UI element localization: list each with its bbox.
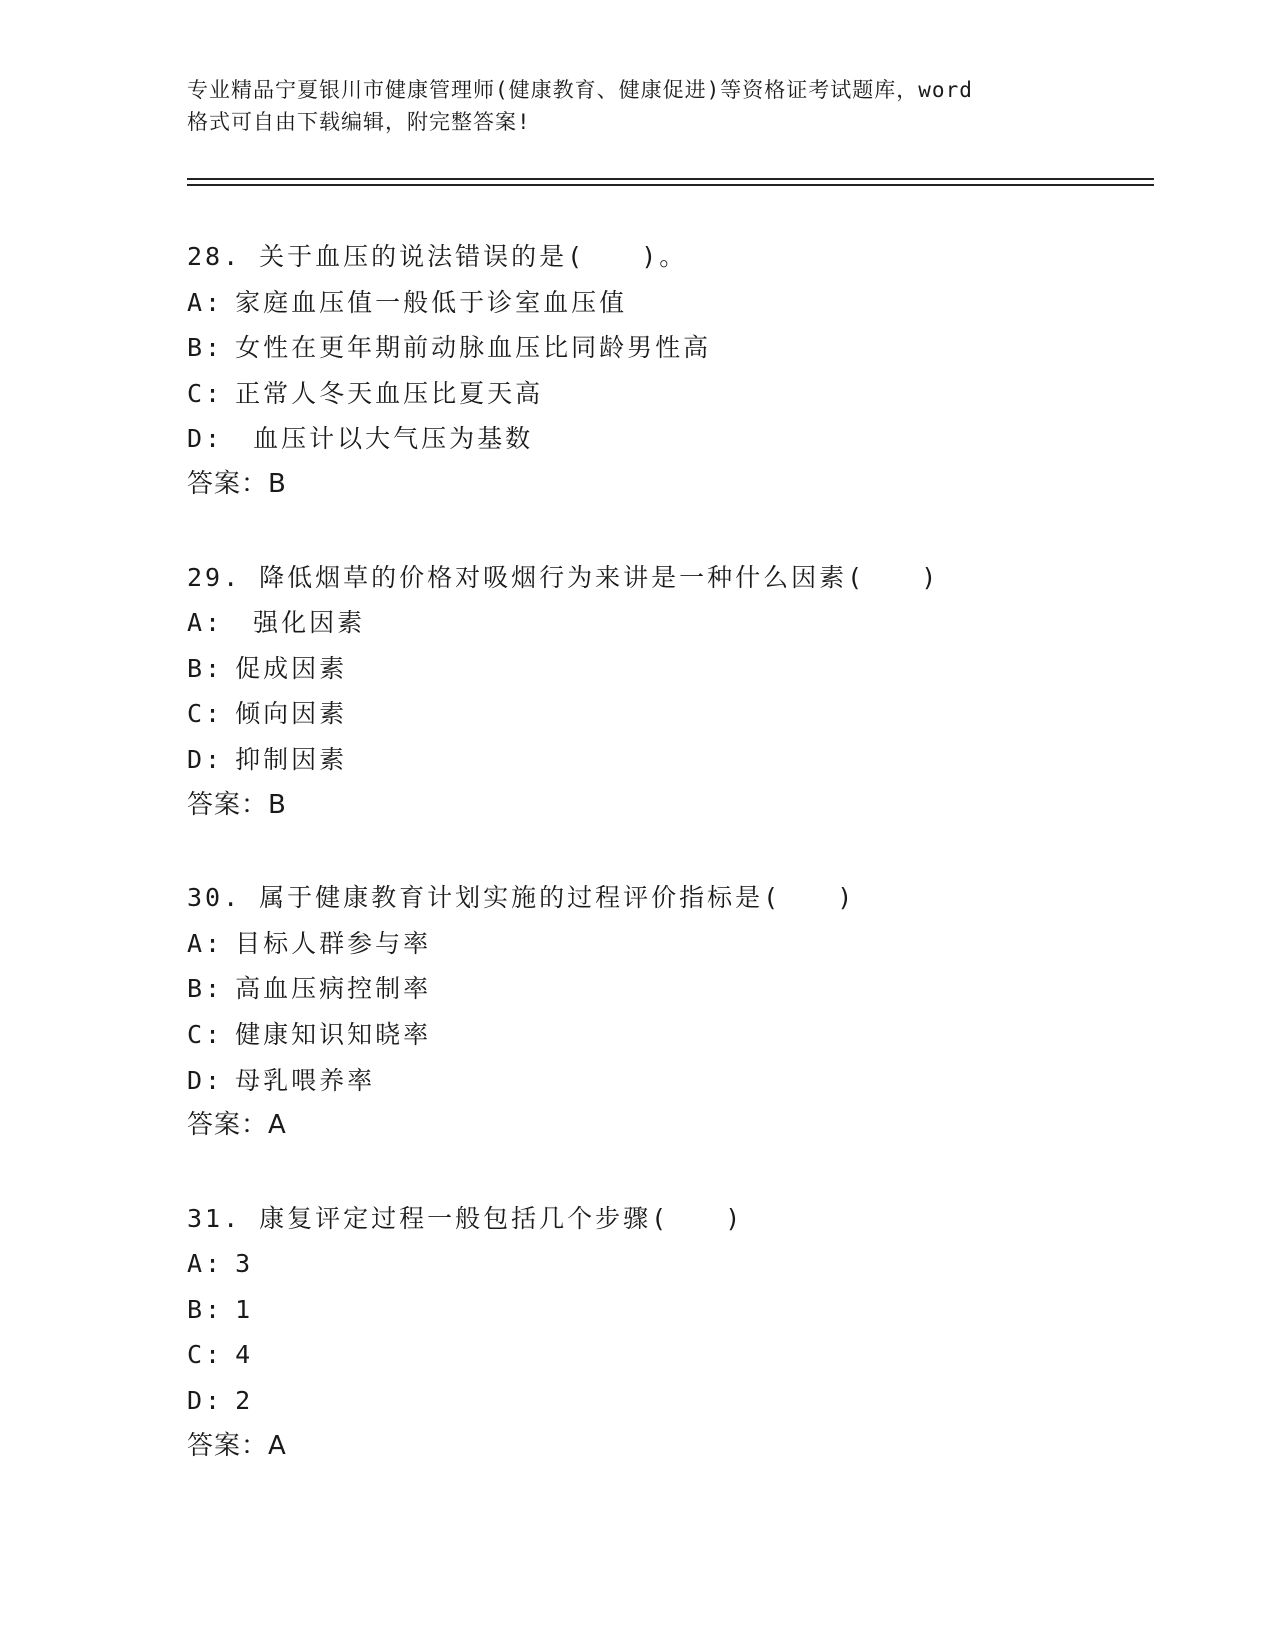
option-key: C:	[187, 378, 224, 408]
option-text: 倾向因素	[235, 699, 348, 729]
option-text: 家庭血压值一般低于诊室血压值	[235, 287, 628, 317]
option-key: A:	[187, 287, 224, 317]
option-key: B:	[187, 974, 224, 1004]
header-line-2: 格式可自由下载编辑，附完整答案!	[187, 110, 531, 134]
option-b	[187, 1287, 1147, 1333]
option-b	[187, 966, 1147, 1012]
option-key: C:	[187, 1340, 224, 1370]
header-divider-bottom	[187, 184, 1154, 186]
option-text: 促成因素	[235, 653, 348, 683]
question-list	[187, 234, 1147, 1516]
option-text: 3	[235, 1249, 254, 1279]
option-d	[187, 1378, 1147, 1424]
question-31	[187, 1196, 1147, 1470]
option-text: 健康知识知晓率	[235, 1019, 432, 1049]
option-text: 母乳喂养率	[235, 1065, 376, 1095]
question-28	[187, 234, 1147, 508]
question-stem	[187, 555, 1147, 601]
option-key: D:	[187, 744, 224, 774]
option-a	[187, 1241, 1147, 1287]
option-text: 强化因素	[235, 608, 366, 638]
option-text: 女性在更年期前动脉血压比同龄男性高	[235, 333, 712, 363]
option-text: 高血压病控制率	[235, 974, 432, 1004]
option-b	[187, 325, 1147, 371]
option-key: A:	[187, 928, 224, 958]
option-key: A:	[187, 1249, 224, 1279]
option-c	[187, 691, 1147, 737]
question-stem	[187, 875, 1147, 921]
option-c	[187, 1012, 1147, 1058]
option-b	[187, 646, 1147, 692]
option-key: A:	[187, 608, 224, 638]
option-text: 2	[235, 1386, 254, 1416]
option-key: C:	[187, 1019, 224, 1049]
option-c	[187, 1332, 1147, 1378]
option-text: 正常人冬天血压比夏天高	[235, 378, 544, 408]
option-d	[187, 1058, 1147, 1104]
option-a	[187, 280, 1147, 326]
question-stem	[187, 1196, 1147, 1242]
option-a	[187, 600, 1147, 646]
answer: 答案：B	[187, 789, 287, 820]
header-line-1: 专业精品宁夏银川市健康管理师(健康教育、健康促进)等资格证考试题库，word	[187, 78, 973, 102]
option-key: D:	[187, 1065, 224, 1095]
question-text: 属于健康教育计划实施的过程评价指标是( )	[259, 883, 856, 913]
option-text: 1	[235, 1294, 254, 1324]
answer: 答案：A	[187, 1430, 287, 1461]
question-stem	[187, 234, 1147, 280]
document-header	[187, 74, 1087, 138]
option-key: B:	[187, 653, 224, 683]
question-text: 关于血压的说法错误的是( )。	[259, 242, 688, 271]
option-key: C:	[187, 699, 224, 729]
answer: 答案：A	[187, 1110, 287, 1141]
option-text: 目标人群参与率	[235, 928, 432, 958]
option-d	[187, 416, 1147, 462]
option-text: 抑制因素	[235, 744, 348, 774]
question-number: 30.	[187, 883, 242, 913]
option-a	[187, 921, 1147, 967]
question-text: 降低烟草的价格对吸烟行为来讲是一种什么因素( )	[259, 562, 940, 592]
question-30	[187, 875, 1147, 1149]
question-29	[187, 555, 1147, 829]
option-c	[187, 371, 1147, 417]
option-key: D:	[187, 424, 224, 454]
option-d	[187, 737, 1147, 783]
option-text: 血压计以大气压为基数	[235, 424, 534, 454]
option-key: B:	[187, 1294, 224, 1324]
option-text: 4	[235, 1340, 254, 1370]
question-number: 29.	[187, 562, 242, 592]
header-divider-top	[187, 178, 1154, 180]
question-number: 31.	[187, 1203, 242, 1233]
answer: 答案：B	[187, 468, 287, 499]
option-key: B:	[187, 333, 224, 363]
question-number: 28.	[187, 242, 242, 271]
question-text: 康复评定过程一般包括几个步骤( )	[259, 1203, 744, 1233]
option-key: D:	[187, 1386, 224, 1416]
